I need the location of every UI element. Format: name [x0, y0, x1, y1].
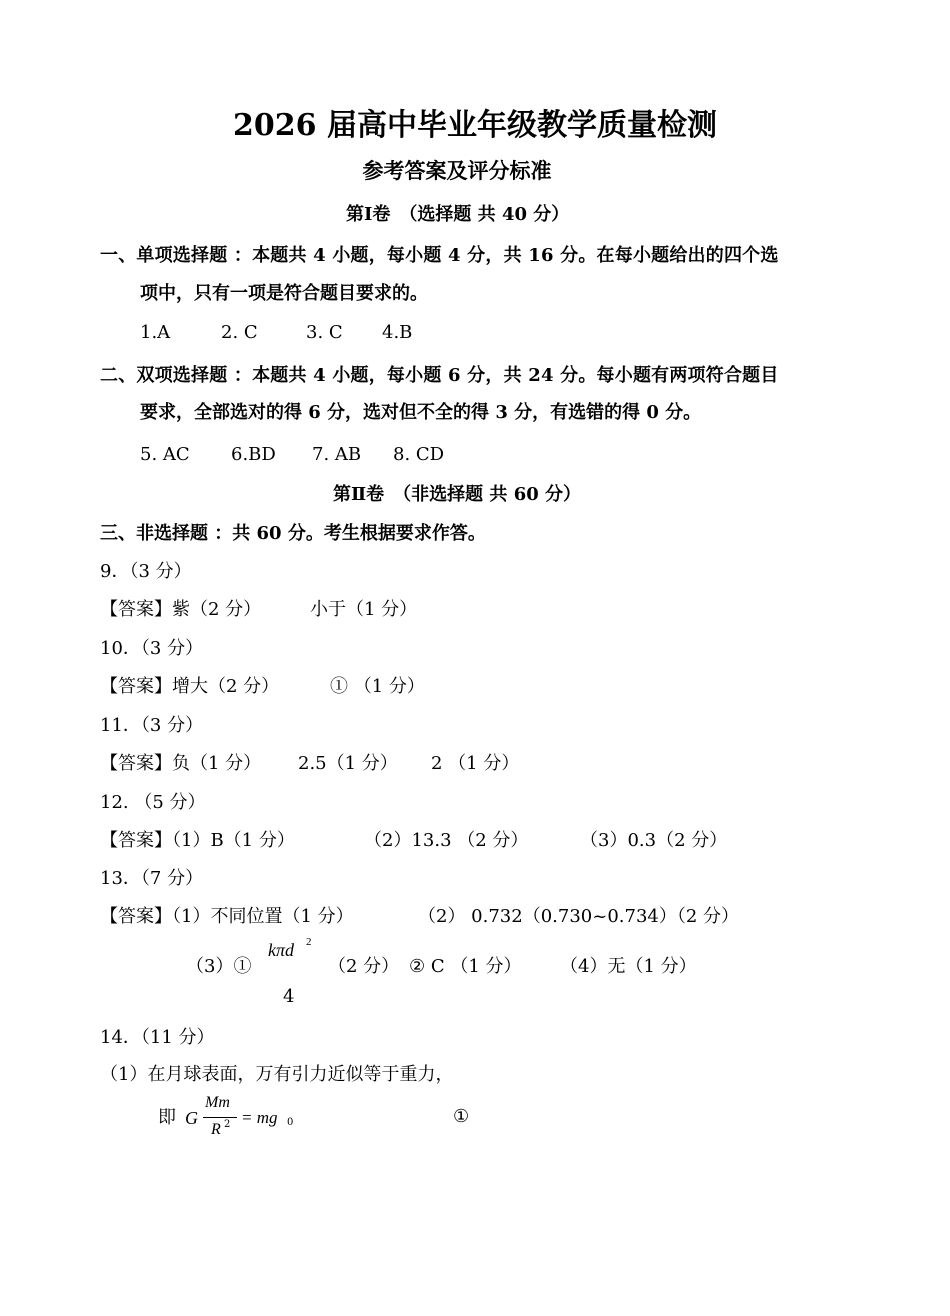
item-13-answer-a: 【答案】（1）不同位置（1 分）: [100, 906, 354, 927]
answer-8: 8. CD: [393, 444, 445, 465]
item-12-answer-c: （3）0.3（2 分）: [580, 830, 728, 851]
item-13-part3-answer2: ② C （1 分）: [409, 956, 522, 977]
item-10-answer-b: ① （1 分）: [330, 676, 425, 697]
item-10-answer-a: 【答案】增大（2 分）: [100, 676, 280, 697]
equation-denominator: R: [211, 1121, 221, 1138]
item-10-number: 10．（3 分）: [100, 638, 204, 659]
equation-number-mark: ①: [453, 1106, 470, 1127]
q1-instruction-line2: 项中，只有一项是符合题目要求的。: [140, 283, 428, 304]
item-13-answer-b: （2） 0.732（0.730~0.734）（2 分）: [418, 906, 740, 927]
equation-rhs: = mg: [241, 1108, 278, 1127]
item-13-part3-prefix: （3）①: [186, 956, 252, 977]
item-9-answer-a: 【答案】紫（2 分）: [100, 599, 262, 620]
equation-fraction-bar: [203, 1117, 237, 1118]
section3-heading: 三、非选择题 ：共 60 分。考生根据要求作答。: [100, 523, 486, 544]
equation-rhs-subscript: 0: [287, 1117, 294, 1128]
item-12-answer-a: 【答案】（1）B（1 分）: [100, 830, 295, 851]
part1-heading: 第Ⅰ卷 （选择题 共 40 分）: [346, 204, 570, 225]
fraction-exponent: 2: [306, 936, 312, 948]
answer-3: 3. C: [306, 322, 343, 343]
item-13-part4-answer: （4）无（1 分）: [560, 956, 697, 977]
item-9-number: 9．（3 分）: [100, 561, 192, 582]
item-12-number: 12. （5 分）: [100, 792, 206, 813]
item-11-answer-a: 【答案】负（1 分）: [100, 753, 262, 774]
equation-prefix: 即: [158, 1107, 176, 1128]
equation-numerator: Mm: [205, 1094, 230, 1111]
equation-denominator-exp: 2: [224, 1119, 231, 1130]
item-14-line1: （1）在月球表面，万有引力近似等于重力，: [100, 1064, 454, 1085]
answer-4: 4.B: [382, 322, 413, 343]
item-11-answer-b: 2.5（1 分）: [298, 753, 398, 774]
answer-7: 7. AB: [312, 444, 362, 465]
q2-instruction-line1: 二、双项选择题 ：本题共 4 小题，每小题 6 分，共 24 分。每小题有两项符合题目: [100, 365, 779, 386]
answer-2: 2. C: [221, 322, 258, 343]
item-14-number: 14．（11 分）: [100, 1027, 215, 1048]
answer-6: 6.BD: [231, 444, 276, 465]
q2-instruction-line2: 要求，全部选对的得 6 分，选对但不全的得 3 分，有选错的得 0 分。: [140, 402, 702, 423]
answer-1: 1.A: [140, 322, 171, 343]
part2-heading: 第Ⅱ卷 （非选择题 共 60 分）: [333, 484, 582, 505]
item-9-answer-b: 小于（1 分）: [310, 599, 418, 620]
q1-instruction-line1: 一、单项选择题 ：本题共 4 小题，每小题 4 分，共 16 分。在每小题给出的四个选: [100, 245, 779, 266]
equation-G: G: [185, 1108, 198, 1128]
item-11-number: 11．（3 分）: [100, 715, 204, 736]
fraction-numerator: kπd: [268, 940, 295, 960]
item-13-part3-score: （2 分）: [328, 956, 400, 977]
item-12-answer-b: （2）13.3 （2 分）: [364, 830, 529, 851]
item-11-answer-c: 2 （1 分）: [431, 753, 520, 774]
item-13-number: 13．（7 分）: [100, 868, 204, 889]
fraction-denominator: 4: [283, 986, 295, 1007]
document-subtitle: 参考答案及评分标准: [362, 158, 552, 183]
document-title: 2026 届高中毕业年级教学质量检测: [233, 108, 717, 143]
answer-5: 5. AC: [140, 444, 190, 465]
